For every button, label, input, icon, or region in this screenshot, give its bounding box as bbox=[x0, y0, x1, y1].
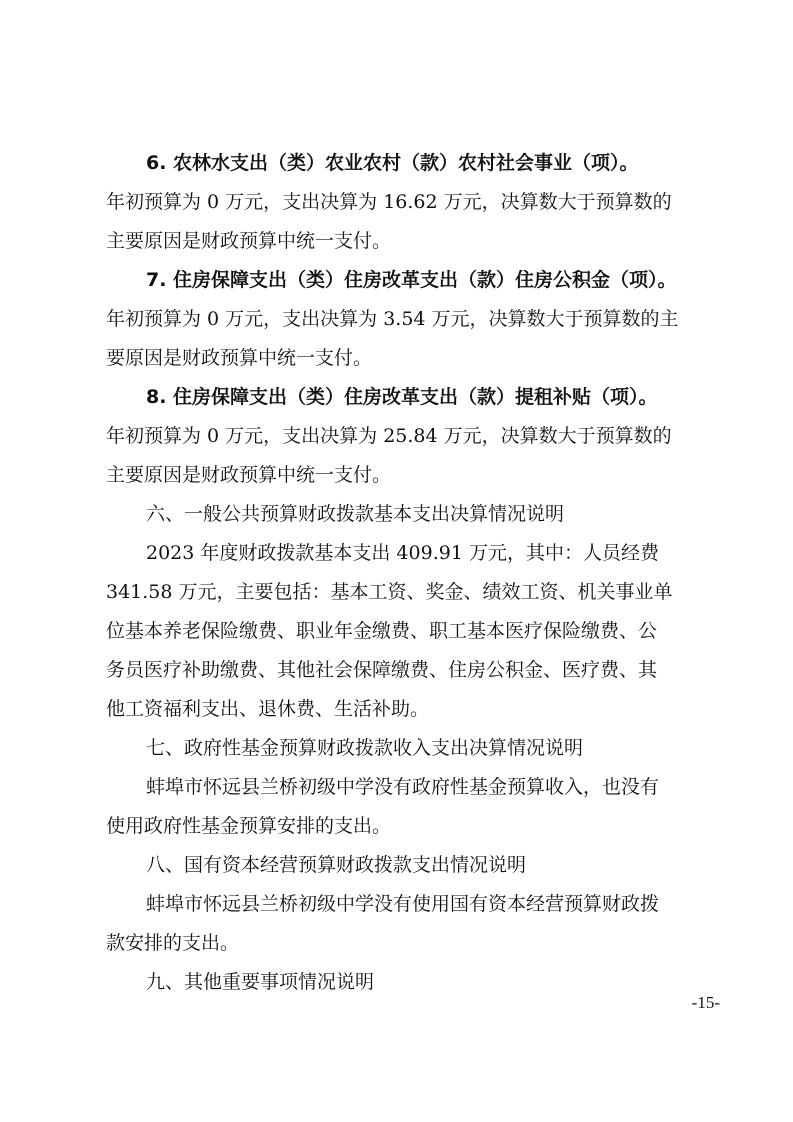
section-8-line-2: 款安排的支出。 bbox=[106, 932, 240, 954]
item-7-line-2: 要原因是财政预算中统一支付。 bbox=[106, 347, 373, 369]
page-number: -15- bbox=[691, 993, 720, 1012]
item-6-title: 6. 农林水支出（类）农业农村（款）农村社会事业（项）。 bbox=[146, 152, 639, 174]
item-7-title: 7. 住房保障支出（类）住房改革支出（款）住房公积金（项）。 bbox=[146, 269, 677, 291]
item-8-line-1: 年初预算为 0 万元，支出决算为 25.84 万元，决算数大于预算数的 bbox=[106, 425, 672, 447]
section-7-line-1: 蚌埠市怀远县兰桥初级中学没有政府性基金预算收入，也没有 bbox=[146, 776, 660, 798]
section-6-heading: 六、一般公共预算财政拨款基本支出决算情况说明 bbox=[146, 503, 565, 525]
item-8-title: 8. 住房保障支出（类）住房改革支出（款）提租补贴（项）。 bbox=[146, 386, 658, 408]
section-7-line-2: 使用政府性基金预算安排的支出。 bbox=[106, 815, 392, 837]
section-6-line-2: 341.58 万元，主要包括：基本工资、奖金、绩效工资、机关事业单 bbox=[106, 581, 673, 603]
section-6-line-4: 务员医疗补助缴费、其他社会保障缴费、住房公积金、医疗费、其 bbox=[106, 659, 658, 681]
section-9-heading: 九、其他重要事项情况说明 bbox=[146, 971, 375, 993]
section-6-line-3: 位基本养老保险缴费、职业年金缴费、职工基本医疗保险缴费、公 bbox=[106, 620, 658, 642]
item-8-line-2: 主要原因是财政预算中统一支付。 bbox=[106, 464, 392, 486]
item-6-line-1: 年初预算为 0 万元，支出决算为 16.62 万元，决算数大于预算数的 bbox=[106, 191, 672, 213]
section-6-line-1: 2023 年度财政拨款基本支出 409.91 万元，其中：人员经费 bbox=[146, 542, 659, 564]
item-7-line-1: 年初预算为 0 万元，支出决算为 3.54 万元，决算数大于预算数的主 bbox=[106, 308, 679, 330]
section-7-heading: 七、政府性基金预算财政拨款收入支出决算情况说明 bbox=[146, 737, 584, 759]
section-8-line-1: 蚌埠市怀远县兰桥初级中学没有使用国有资本经营预算财政拨 bbox=[146, 893, 660, 915]
section-8-heading: 八、国有资本经营预算财政拨款支出情况说明 bbox=[146, 854, 527, 876]
item-6-line-2: 主要原因是财政预算中统一支付。 bbox=[106, 230, 392, 252]
section-6-line-5: 他工资福利支出、退休费、生活补助。 bbox=[106, 698, 430, 720]
